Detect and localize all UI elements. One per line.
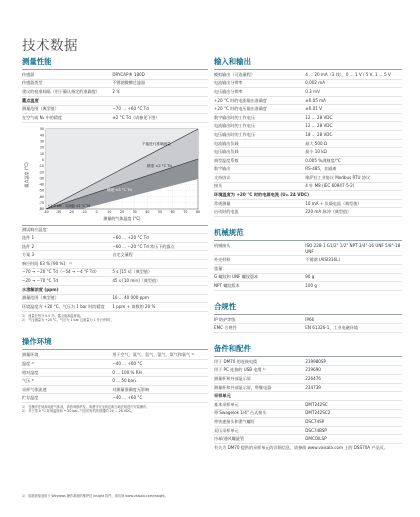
band-label-3: 精度 ±3 °C Td [107,187,132,192]
row-value: 最大 500 Ω [305,140,328,146]
x-tick-label: -40 [43,209,49,214]
y-tick-label: 10 [39,151,44,156]
row-key: 数字输出时的工作电压 [214,114,255,120]
row-value: DSC74SP [305,419,325,425]
table-row [22,377,208,386]
table-row [214,410,402,419]
row-value: 5 s [15 s]（典型值） [112,269,152,275]
table-row [214,71,402,80]
table-row [22,71,208,80]
y-tick-label: 0 [41,157,44,162]
table-row [214,282,402,291]
row-key: 测量杯和外部显示屏 [214,375,251,381]
table-row [214,418,402,427]
row-key: 电流输出负载 [214,140,239,146]
row-value: 220 mA 脉冲（典型值） [305,209,352,215]
table-row [214,384,402,393]
row-value: 100 g [305,283,317,289]
row-value: ±0.05 mA [305,97,326,103]
table-row [22,386,208,395]
row-key: 冷却/通风螺旋管 [214,436,245,442]
row-key: 带 Swagelok 1/4" 凸式接头 [214,410,267,416]
response-table [22,226,208,312]
row-key: G 螺纹和 UNF 螺纹版本 [214,274,259,280]
row-key: 电流输出时的工作电压 [214,123,255,129]
table-row [22,369,208,378]
x-tick-label: 0 [95,209,98,214]
row-value: IP66 [305,316,315,322]
environment-notes [22,405,208,414]
table-row [214,105,402,114]
x-tick-label: 60 [170,209,175,214]
x-axis-label: 测量的气体温度 (°C) [103,215,141,221]
table-row [214,80,402,89]
band-label-unmeasurable: 不能进行准确测量 [142,141,171,146]
row-value: 219980SP [305,358,326,364]
environment-table [22,351,208,402]
row-value: ±2 °C Td（请参见下图） [112,114,160,120]
row-value: EN 61326-1，工业电磁环境 [305,325,358,331]
table-row [22,394,208,403]
y-tick-label: 40 [39,133,44,138]
x-tick-label: 80 [195,209,201,214]
row-value: 18 ... 28 VDC [305,131,333,137]
row-key: 基本采样单元 [214,401,239,407]
row-value [305,266,402,272]
table-row [214,375,402,384]
row-value: 0.3 mV [305,89,320,95]
table-row [214,165,402,174]
row-key: 典型温度系数 [214,157,239,163]
table-row [214,366,402,375]
row-key: 测量范围（典型值） [22,106,59,112]
row-key: 用于 PC 连接的 USB 电缆 ¹⁾ [214,367,266,373]
row-key: 贮存温度 [22,395,39,401]
row-key: NPT 螺纹版本 [214,283,240,289]
measurement-table [22,71,208,123]
row-key: 带快速接头和泄气螺钉 [214,419,255,425]
x-tick-label: 30 [132,209,137,214]
row-value: 0.002 mA [305,80,326,86]
row-key: 外壳材料 [214,257,231,263]
table-row [22,80,208,89]
section-heading-mechanical: 机械规范 [214,227,402,241]
row-key: 用于 DM70 的连接电缆 [214,358,258,364]
row-value: 不锈钢微槽过滤器 [112,80,146,86]
y-tick-label: 20 [39,145,44,150]
table-row [214,122,402,131]
band-label-2: 精度 ±2 °C Td [147,163,172,168]
row-value: 不锈钢 (AISI316L) [305,257,340,263]
x-tick-labels [43,210,200,214]
row-value: ISO 228-1 G1/2" 1/2" NPT 3/4"-16 UNF 5/8"-18 UNF [305,242,401,254]
table-row [214,208,402,217]
row-key: 选件 2 [22,243,35,249]
table-row [214,200,402,209]
row-value: 维萨拉工业协议 Modbus RTU 协议 [305,174,371,180]
y-tick-label: -60 [38,194,44,199]
row-value: 10 ... 40 000 ppm [112,295,149,301]
row-value: 自定义量程 [112,252,133,258]
table-row [214,183,402,192]
row-key: 机械接头 [214,242,231,248]
row-value: DSC74BSP [305,427,327,433]
row-key: EMC 合规性 [214,325,237,331]
row-value: DMT242SC2 [305,410,331,416]
row-key: 双压采样单元 [214,427,239,433]
row-value: 4 针 M8 (IEC 60947-5-2) [305,183,355,189]
row-key: 接头 [214,183,223,189]
row-key: 温度 ²⁾ [22,360,35,366]
subheading-power: 环境温度为 +20 °C 时的电源电流 (Uᵢₙ 24 VDC) [214,191,402,200]
measurement-notes [22,314,208,323]
y-tick-label: -50 [38,188,44,193]
row-key: 建议的校准间隔（用于确认指定的准确度） [22,89,100,95]
table-row [214,265,402,274]
table-row [22,226,208,235]
row-value: ±0.01 V [305,106,322,112]
sampling-remark: 有关为 DM70 提供的采样单元的详细信息，请参阅 www.vaisala.com 上的 DSS70A 产品页。 [214,444,388,450]
y-tick-label: 50 [39,126,44,131]
accuracy-chart [22,123,208,226]
page-title: 技术数据 [22,38,78,54]
row-key: 启动时的电流 [214,209,239,215]
row-value: −60 ... +20 °C Td [112,235,149,241]
table-row [22,351,208,360]
table-row [214,435,402,444]
table-row [22,277,208,286]
row-key: 重量： [214,265,227,271]
row-value: −70 ... +60 °C Td [112,106,149,112]
row-key: 电流输出分辨率 [214,80,243,86]
table-row [22,234,208,243]
y-tick-labels [39,127,44,211]
x-tick-label: 20 [119,209,125,214]
table-row [214,88,402,97]
row-key: −20 → −70 °C Td [22,278,58,284]
table-row [22,114,208,123]
row-value: 1 ppm + 读数的 20 % [112,303,156,309]
row-key: 常规测量 [214,200,231,206]
row-key: 测量杯和外部显示屏，带继电器 [214,384,272,390]
table-row [214,131,402,140]
table-row [214,242,402,256]
x-tick-label: -20 [68,209,74,214]
x-tick-label: 10 [107,209,112,214]
table-row [214,148,402,157]
table-row [22,303,208,312]
row-key: 相对湿度 [22,369,39,375]
accuracy-chart-svg [22,123,208,225]
row-value: 0 ... 100 % RH [112,369,142,375]
row-value: 10 mA + 负载电流（典型值） [305,200,362,206]
y-tick-label: 30 [39,139,44,144]
left-column [22,56,208,414]
row-value [112,261,208,267]
row-key: 测量范围（典型值） [22,295,59,301]
row-key: 支持协议 [214,174,231,180]
section-heading-accessories: 备件和配件 [214,343,402,357]
table-row [22,269,208,278]
chart-legend: * 1.0 bar - 实测值 ±2 °C Td [48,203,91,208]
y-tick-label: -70 [38,200,44,205]
row-value: 最小 10 kΩ [305,149,327,155]
row-key: 在空气或 N₂ 中的精度 [22,114,63,120]
row-value: DMT242SC [305,401,328,407]
y-tick-label: -20 [38,169,44,174]
row-value: 用于空气、氮气、氢气、氩气、氦气和氧气 ¹⁾ [112,352,195,358]
table-row [22,360,208,369]
right-column [214,56,402,451]
row-key: +20 °C 时的电压输出准确度 [214,106,267,112]
row-key: 电压输出分辨率 [214,89,243,95]
row-value: 2 年 [112,89,121,95]
table-row [214,114,402,123]
row-key: IP 防护等级 [214,316,236,322]
table-row [214,358,402,367]
row-key: 采样气体流速 [22,386,47,392]
row-value: −40 ... +60 °C [112,395,143,401]
row-value [112,227,208,233]
page-footnote: 1） 如需获取适用于 Windows 操作系统的维萨拉 Insight 软件，请访问 www.vaisala.com/insight。 [22,494,168,498]
io-table [214,71,402,191]
row-value: 45 s [10 min]（典型值） [112,278,161,284]
row-value: 234739 [305,384,321,390]
row-value: 12 ... 28 VDC [305,123,333,129]
table-row [214,174,402,183]
note: 1） 流量在每分 0.5 升。露点值和温度值。 [22,313,84,318]
row-key: −70 → −20 °C Td（−54 → −4 °F Td） [22,269,99,275]
row-value: −60 ... −20 °C Td 常压下的露点 [112,243,175,249]
table-row [214,324,402,333]
row-key: 气压 ³⁾ [22,378,35,384]
x-tick-label: 50 [157,209,163,214]
row-key: 传感器类型 [22,80,43,86]
row-key: 数字输出 [214,166,231,172]
row-key: 选件 1 [22,235,35,241]
y-tick-label: -80 [38,206,44,211]
row-key: 电压输出负载 [214,149,239,155]
x-tick-label: -30 [56,209,62,214]
row-key: 电压输出时的工作电压 [214,131,255,137]
row-key: 方案 3 [22,252,35,258]
section-heading-compliance: 合规性 [214,301,402,315]
row-key: 响应时间 63 % [90 %]：¹⁾ [22,260,72,266]
row-key: +20 °C 时的电流输出准确度 [214,97,267,103]
y-tick-label: -40 [38,182,44,187]
table-row [214,401,402,410]
note: 1） 在操作任何高纯度气体前，请咨询维萨拉。请遵守安全规定和当地法规进行安装操作。 [22,404,150,409]
table-row [214,256,402,265]
section-heading-io: 输入和输出 [214,56,402,70]
row-key: 测试响应温度： [22,226,51,232]
table-row [22,260,208,269]
row-value: 12 ... 28 VDC [305,114,333,120]
x-tick-label: -10 [81,209,87,214]
table-row [214,140,402,149]
row-value: RS-485，非隔离 [305,166,337,172]
row-value: 0.005 %满刻度/°C [305,157,341,163]
row-value: DRYCAP® 180D [112,71,145,77]
table-row [214,97,402,106]
x-tick-label: 70 [183,209,188,214]
row-value: −40 ... +60 °C [112,360,143,366]
note: 2） 对于带 0 °C 环境温度和 + 20 barₐ 气压的有机传感器的 24 ... 28 VDC。 [22,409,134,414]
table-row [22,251,208,260]
row-key: 传感器 [22,71,35,77]
table-row [22,106,208,115]
note: 2） 气压测量为 +20 °C，气压为 1 bar 且流量为 1 升/分钟时。 [22,318,114,323]
row-value: 226476 [305,375,321,381]
y-axis-label: 露点温度 (°C) [24,162,29,188]
section-heading-measurement: 测量性能 [22,56,208,70]
table-row [214,316,402,325]
row-value: 0 ... 50 barₐ [112,378,137,384]
row-value: 90 g [305,274,315,280]
subheading-sampling: 采样单元 [214,392,402,401]
table-row [22,243,208,252]
table-row [214,427,402,436]
y-tick-label: -30 [38,176,44,181]
y-tick-label: -10 [38,163,44,168]
x-tick-label: 40 [145,209,150,214]
section-heading-environment: 操作环境 [22,336,208,350]
row-key: 模拟输出（可选量程） [214,71,255,77]
row-key: 环境温度为 +20 °C、气压为 1 bar 时的精度 [22,303,105,309]
row-value: 219690 [305,367,321,373]
table-row [214,157,402,166]
table-row [214,274,402,283]
subheading-water: 水溶解浓度 (ppm) [22,286,208,295]
row-value: DMCOILSP [305,436,327,442]
subheading-dewpoint: 露点温度 [22,97,208,106]
table-row [22,295,208,304]
row-key: 测量环境 [22,352,39,358]
table-row [22,88,208,97]
row-value: 对测量准确度无影响 [112,386,150,392]
row-value: 4 ... 20 mA（3 线），0 ... 1 V / 5 V, 1 ... 5 V [305,71,391,77]
